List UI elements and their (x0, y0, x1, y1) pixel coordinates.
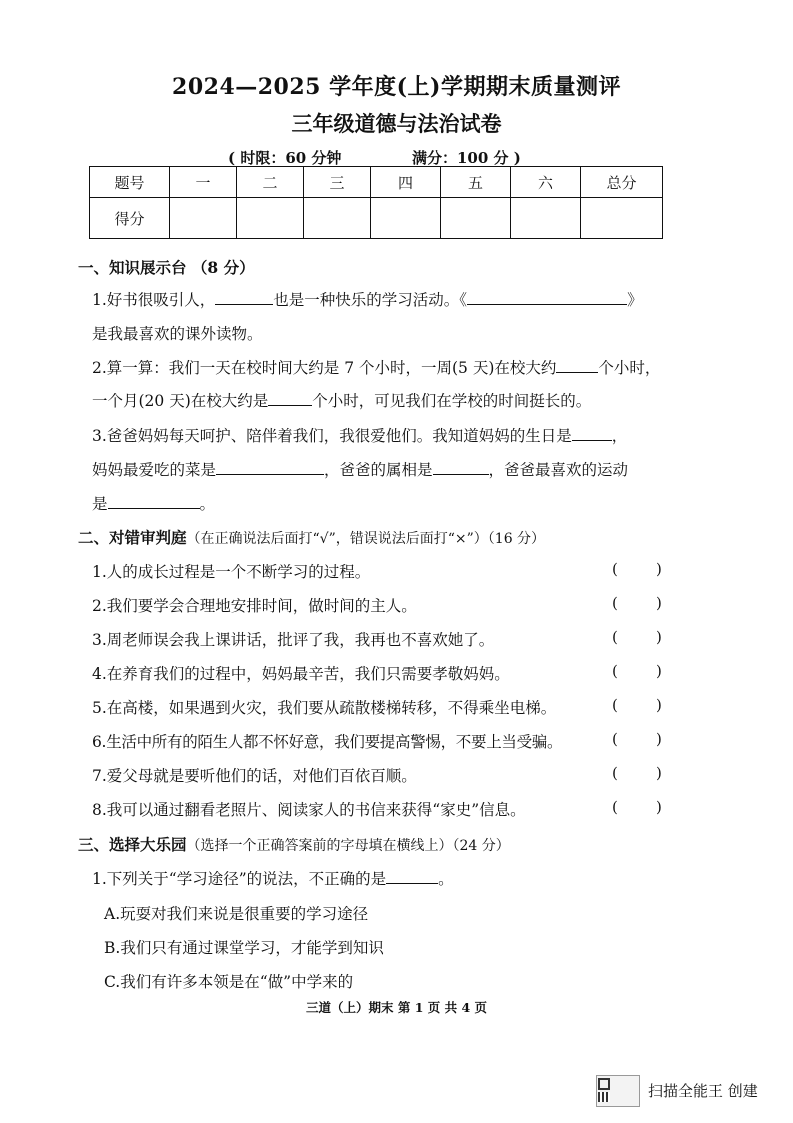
s2-item-6: 6.生活中所有的陌生人都不怀好意，我们要提高警惕，不要上当受骗。 (92, 733, 563, 751)
barcode-icon (598, 1092, 610, 1102)
s1-q3-text-g: 。 (199, 495, 216, 513)
section3-note: （选择一个正确答案前的字母填在横线上） (186, 838, 453, 854)
score-header-cell: 总分 (581, 167, 663, 198)
section3-points: （24 分） (452, 838, 510, 854)
s3-q1-option-b: B.我们只有通过课堂学习，才能学到知识 (104, 939, 384, 957)
score-cell[interactable] (581, 198, 663, 239)
section1-title: 一、知识展示台 (78, 258, 187, 277)
score-cell[interactable] (511, 198, 581, 239)
s1-q1-text-c: 》 (627, 291, 643, 309)
s1-q3-blank2[interactable] (216, 460, 324, 475)
s2-answer-paren-3[interactable]: ( ) (612, 628, 662, 646)
section1-points: （8 分） (191, 258, 255, 277)
s1-q3-text-d: ，爸爸的属相是 (324, 461, 433, 479)
section3-heading (78, 833, 510, 855)
score-cell[interactable] (441, 198, 511, 239)
time-limit: ( 时限：60 分钟 (228, 149, 342, 167)
score-header-cell: 二 (237, 167, 304, 198)
s1-q3-text-b: ， (611, 427, 628, 445)
s2-item-5: 5.在高楼，如果遇到火灾，我们要从疏散楼梯转移，不得乘坐电梯。 (92, 699, 557, 717)
s2-answer-paren-5[interactable]: ( ) (612, 696, 662, 714)
s1-q3-text-e: ，爸爸最喜欢的运动 (488, 461, 629, 479)
s3-q1-text: 1.下列关于“学习途径”的说法，不正确的是 (92, 870, 387, 888)
s1-q3-blank1[interactable] (572, 426, 612, 441)
s1-q3-blank3[interactable] (433, 460, 489, 475)
s2-answer-paren-4[interactable]: ( ) (612, 662, 662, 680)
score-header-cell: 题号 (90, 167, 170, 198)
s2-answer-paren-7[interactable]: ( ) (612, 764, 662, 782)
score-table (89, 166, 663, 239)
s2-answer-paren-1[interactable]: ( ) (612, 560, 662, 578)
score-header-cell: 四 (371, 167, 441, 198)
section2-title: 二、对错审判庭 (78, 528, 187, 547)
score-header-cell: 一 (170, 167, 237, 198)
s1-q2-text-d: 个小时，可见我们在学校的时间挺长的。 (312, 392, 592, 410)
s1-q3-text-f: 是 (92, 495, 108, 513)
s1-q2-text-b: 个小时， (598, 359, 661, 377)
s2-item-8: 8.我可以通过翻看老照片、阅读家人的书信来获得“家史”信息。 (92, 801, 526, 819)
score-cell[interactable] (304, 198, 371, 239)
s2-item-1: 1.人的成长过程是一个不断学习的过程。 (92, 563, 371, 581)
s1-q1-blank2[interactable] (467, 290, 627, 305)
s3-q1-blank[interactable] (386, 869, 438, 884)
exam-title: 2024—2025 学年度(上)学期期末质量测评 (172, 74, 621, 100)
s1-q3-blank4[interactable] (108, 494, 200, 509)
s2-item-3: 3.周老师误会我上课讲话，批评了我，我再也不喜欢她了。 (92, 631, 495, 649)
s3-q1-option-a: A.玩耍对我们来说是很重要的学习途径 (104, 905, 369, 923)
s2-item-7: 7.爱父母就是要听他们的话，对他们百依百顺。 (92, 767, 417, 785)
score-cell[interactable] (170, 198, 237, 239)
s3-q1-option-c: C.我们有许多本领是在“做”中学来的 (104, 973, 354, 991)
score-cell[interactable] (237, 198, 304, 239)
s1-q1-text-b: 也是一种快乐的学习活动。《 (273, 291, 468, 309)
s1-q3-line2 (92, 458, 628, 480)
s1-q1-line2: 是我最喜欢的课外读物。 (92, 325, 263, 343)
section2-heading (78, 526, 545, 548)
page-footer: 三道（上）期末 第 1 页 共 4 页 (305, 1000, 487, 1015)
score-row-label: 得分 (90, 198, 170, 239)
section1-heading (78, 256, 255, 278)
s1-q1-text-a: 1.好书很吸引人， (92, 291, 216, 309)
s2-answer-paren-2[interactable]: ( ) (612, 594, 662, 612)
s3-q1-end: 。 (438, 870, 454, 888)
s1-q2-line1 (92, 356, 660, 378)
s1-q2-text-c: 一个月(20 天)在校大约是 (92, 392, 269, 410)
s1-q3-line3 (92, 492, 215, 514)
section3-title: 三、选择大乐园 (78, 835, 187, 854)
score-header-cell: 五 (441, 167, 511, 198)
s1-q2-blank2[interactable] (268, 391, 312, 406)
exam-subtitle: 三年级道德与法治试卷 (291, 111, 502, 136)
score-header-cell: 三 (304, 167, 371, 198)
score-table-score-row (90, 198, 663, 239)
s1-q3-line1 (92, 424, 627, 446)
score-cell[interactable] (371, 198, 441, 239)
s1-q2-line2 (92, 389, 591, 411)
s2-answer-paren-8[interactable]: ( ) (612, 798, 662, 816)
section2-note: （在正确说法后面打“√”，错误说法后面打“×”） (186, 531, 488, 547)
s2-item-2: 2.我们要学会合理地安排时间，做时间的主人。 (92, 597, 417, 615)
s3-q1 (92, 867, 454, 889)
s1-q3-text-a: 3.爸爸妈妈每天呵护、陪伴着我们，我很爱他们。我知道妈妈的生日是 (92, 427, 572, 445)
s1-q3-text-c: 妈妈最爱吃的菜是 (92, 461, 217, 479)
s1-q2-blank1[interactable] (556, 358, 598, 373)
score-header-cell: 六 (511, 167, 581, 198)
s1-q1-line1 (92, 288, 643, 310)
scanner-watermark-label: 扫描全能王 创建 (648, 1082, 758, 1100)
s1-q2-text-a: 2.算一算：我们一天在校时间大约是 7 个小时，一周(5 天)在校大约 (92, 359, 557, 377)
qr-code-icon (598, 1078, 610, 1090)
s1-q1-blank1[interactable] (215, 290, 273, 305)
section2-points: （16 分） (487, 531, 546, 547)
s2-item-4: 4.在养育我们的过程中，妈妈最辛苦，我们只需要孝敬妈妈。 (92, 665, 510, 683)
s2-answer-paren-6[interactable]: ( ) (612, 730, 662, 748)
full-score: 满分：100 分 ) (412, 149, 521, 167)
score-table-header-row (90, 167, 663, 198)
